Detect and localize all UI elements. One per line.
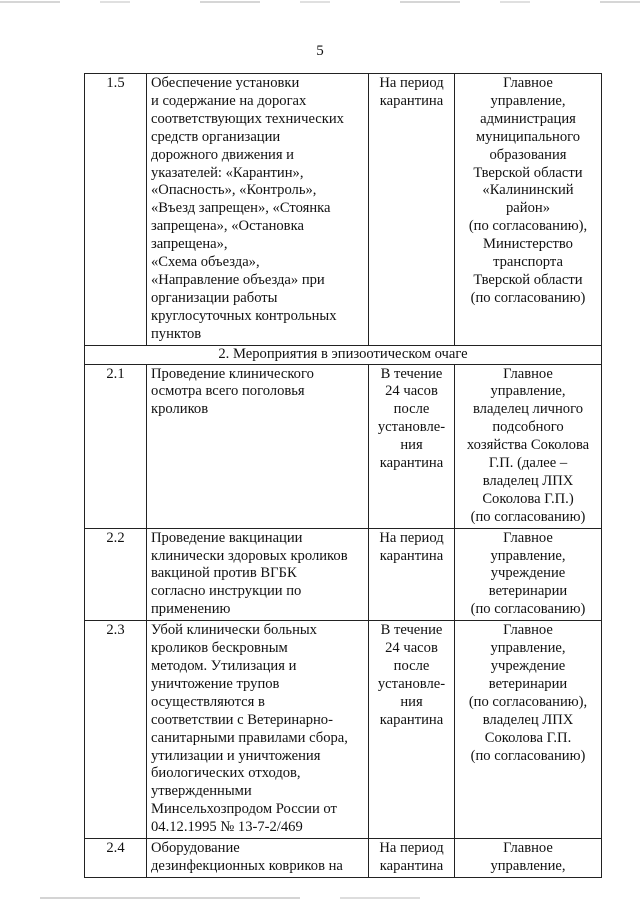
responsible-party-line: управление, — [490, 547, 566, 564]
measure-description-line: запрещена», «Остановка — [151, 218, 304, 235]
responsible-party-line: подсобного — [492, 419, 564, 436]
responsible-party-line: владелец ЛПХ — [482, 472, 574, 489]
measure-description — [147, 74, 369, 346]
responsible-party-line: управление, — [490, 92, 566, 109]
measure-description-line: круглосуточных контрольных — [151, 307, 337, 324]
measure-term-line: На период — [379, 840, 444, 857]
responsible-party-line: Главное — [503, 365, 553, 382]
measure-description-line: средств организации — [151, 128, 281, 145]
measure-description-line: утвержденными — [151, 783, 252, 800]
measure-term — [369, 364, 455, 528]
responsible-party — [455, 364, 602, 528]
row-number: 2.4 — [85, 839, 147, 878]
responsible-party — [455, 528, 602, 621]
responsible-party-line: Главное — [503, 840, 553, 857]
measure-term-line: В течение — [380, 622, 443, 639]
measure-description-line: соответствующих технических — [151, 110, 344, 127]
responsible-party-line: управление, — [490, 383, 566, 400]
responsible-party-line: (по согласованию), — [468, 218, 588, 235]
responsible-party-line: (по согласованию) — [470, 601, 586, 618]
measure-description-line: вакциной против ВГБК — [151, 565, 297, 582]
measure-description-line: запрещена», — [151, 236, 228, 253]
measure-description-line: «Въезд запрещен», «Стоянка — [151, 200, 331, 217]
responsible-party-line: Главное — [503, 622, 553, 639]
responsible-party-line: администрация — [480, 110, 576, 127]
responsible-party-line: ветеринарии — [488, 583, 568, 600]
section-header-row — [85, 345, 602, 364]
measure-description-line: Минсельхозпродом России от — [151, 801, 337, 818]
row-number: 2.2 — [85, 528, 147, 621]
measure-description-line: «Направление объезда» при — [151, 271, 325, 288]
measure-description — [147, 839, 369, 878]
scan-artifact-top — [0, 1, 640, 3]
responsible-party-line: образования — [489, 146, 567, 163]
measure-term-line: после — [393, 401, 430, 418]
responsible-party-line: Министерство — [483, 236, 573, 253]
measure-term-line: карантина — [379, 455, 444, 472]
measure-description-line: дорожного движения и — [151, 146, 294, 163]
measure-term-line: установле- — [377, 419, 446, 436]
measure-term-line: На период — [379, 529, 444, 546]
table-row — [85, 621, 602, 839]
measure-term — [369, 74, 455, 346]
measure-term-line: 24 часов — [385, 640, 438, 657]
section-title: 2. Мероприятия в эпизоотическом очаге — [85, 345, 602, 364]
measure-description-line: указателей: «Карантин», — [151, 164, 304, 181]
measure-term-line: после — [393, 658, 430, 674]
responsible-party-line: владелец ЛПХ — [482, 711, 574, 728]
responsible-party-line: владелец личного — [472, 401, 584, 418]
measure-description-line: уничтожение трупов — [151, 675, 280, 692]
responsible-party-line: «Калининский — [482, 182, 574, 199]
measure-description-line: Обеспечение установки — [151, 75, 300, 91]
responsible-party-line: Главное — [503, 529, 553, 546]
responsible-party-line: управление, — [490, 857, 566, 874]
measure-term — [369, 528, 455, 621]
measure-term-line: В течение — [380, 365, 443, 382]
responsible-party-line: ветеринарии — [488, 675, 568, 692]
measure-description-line: осуществляются в — [151, 693, 265, 710]
measure-description-line: пунктов — [151, 325, 202, 342]
measure-description-line: и содержание на дорогах — [151, 92, 307, 109]
table-row — [85, 528, 602, 621]
measure-description-line: утилизации и уничтожения — [151, 747, 321, 764]
measure-term-line: карантина — [379, 857, 444, 874]
measure-description-line: осмотра всего поголовья — [151, 383, 305, 400]
measure-description-line: соответствии с Ветеринарно- — [151, 711, 333, 728]
responsible-party-line: (по согласованию), — [468, 693, 588, 710]
measure-description-line: методом. Утилизация и — [151, 658, 297, 674]
measure-term — [369, 839, 455, 878]
measure-term-line: На период — [379, 75, 444, 91]
measure-term-line: карантина — [379, 711, 444, 728]
measure-description-line: Оборудование — [151, 840, 240, 857]
measure-description — [147, 528, 369, 621]
measure-description-line: дезинфекционных ковриков на — [151, 857, 343, 874]
measure-description-line: кроликов — [151, 401, 209, 418]
responsible-party — [455, 621, 602, 839]
measure-description-line: санитарными правилами сбора, — [151, 729, 348, 746]
measures-table — [84, 73, 602, 878]
measure-description-line: Проведение клинического — [151, 365, 314, 382]
measure-term-line: карантина — [379, 92, 444, 109]
measure-description-line: согласно инструкции по — [151, 583, 302, 600]
responsible-party-line: Г.П. (далее – — [488, 455, 568, 472]
responsible-party-line: хозяйства Соколова — [466, 437, 590, 454]
measure-term-line: ния — [400, 693, 423, 710]
measure-description-line: кроликов бескровным — [151, 640, 288, 657]
measure-description-line: клинически здоровых кроликов — [151, 547, 348, 564]
table-row — [85, 839, 602, 878]
table-row — [85, 364, 602, 528]
row-number: 1.5 — [85, 74, 147, 346]
responsible-party-line: учреждение — [490, 565, 566, 582]
responsible-party-line: Соколова Г.П. — [484, 729, 572, 746]
responsible-party-line: транспорта — [493, 254, 563, 271]
responsible-party-line: район» — [506, 200, 550, 217]
measure-term-line: 24 часов — [385, 383, 438, 400]
measure-description-line: «Опасность», «Контроль», — [151, 182, 317, 199]
measure-term-line: карантина — [379, 547, 444, 564]
measure-description-line: «Схема объезда», — [151, 254, 260, 271]
responsible-party-line: Тверской области — [473, 164, 583, 181]
responsible-party — [455, 74, 602, 346]
measure-description-line: организации работы — [151, 289, 278, 306]
responsible-party-line: учреждение — [490, 658, 566, 674]
measure-description — [147, 621, 369, 839]
responsible-party-line: Тверской области — [473, 271, 583, 288]
measure-term — [369, 621, 455, 839]
row-number: 2.3 — [85, 621, 147, 839]
measure-description — [147, 364, 369, 528]
measure-term-line: установле- — [377, 675, 446, 692]
responsible-party-line: (по согласованию) — [470, 747, 586, 764]
responsible-party — [455, 839, 602, 878]
measure-description-line: применению — [151, 601, 231, 618]
measure-description-line: биологических отходов, — [151, 765, 301, 782]
measure-term-line: ния — [400, 437, 423, 454]
responsible-party-line: управление, — [490, 640, 566, 657]
scan-artifact-bottom — [0, 897, 640, 899]
row-number: 2.1 — [85, 364, 147, 528]
measure-description-line: Убой клинически больных — [151, 622, 317, 639]
table-row — [85, 74, 602, 346]
responsible-party-line: (по согласованию) — [470, 508, 586, 525]
responsible-party-line: Главное — [503, 75, 553, 91]
page-number: 5 — [316, 43, 324, 59]
responsible-party-line: муниципального — [475, 128, 581, 145]
measure-description-line: 04.12.1995 № 13-7-2/469 — [151, 819, 303, 836]
measure-description-line: Проведение вакцинации — [151, 529, 303, 546]
responsible-party-line: Соколова Г.П.) — [482, 490, 574, 507]
responsible-party-line: (по согласованию) — [470, 289, 586, 306]
